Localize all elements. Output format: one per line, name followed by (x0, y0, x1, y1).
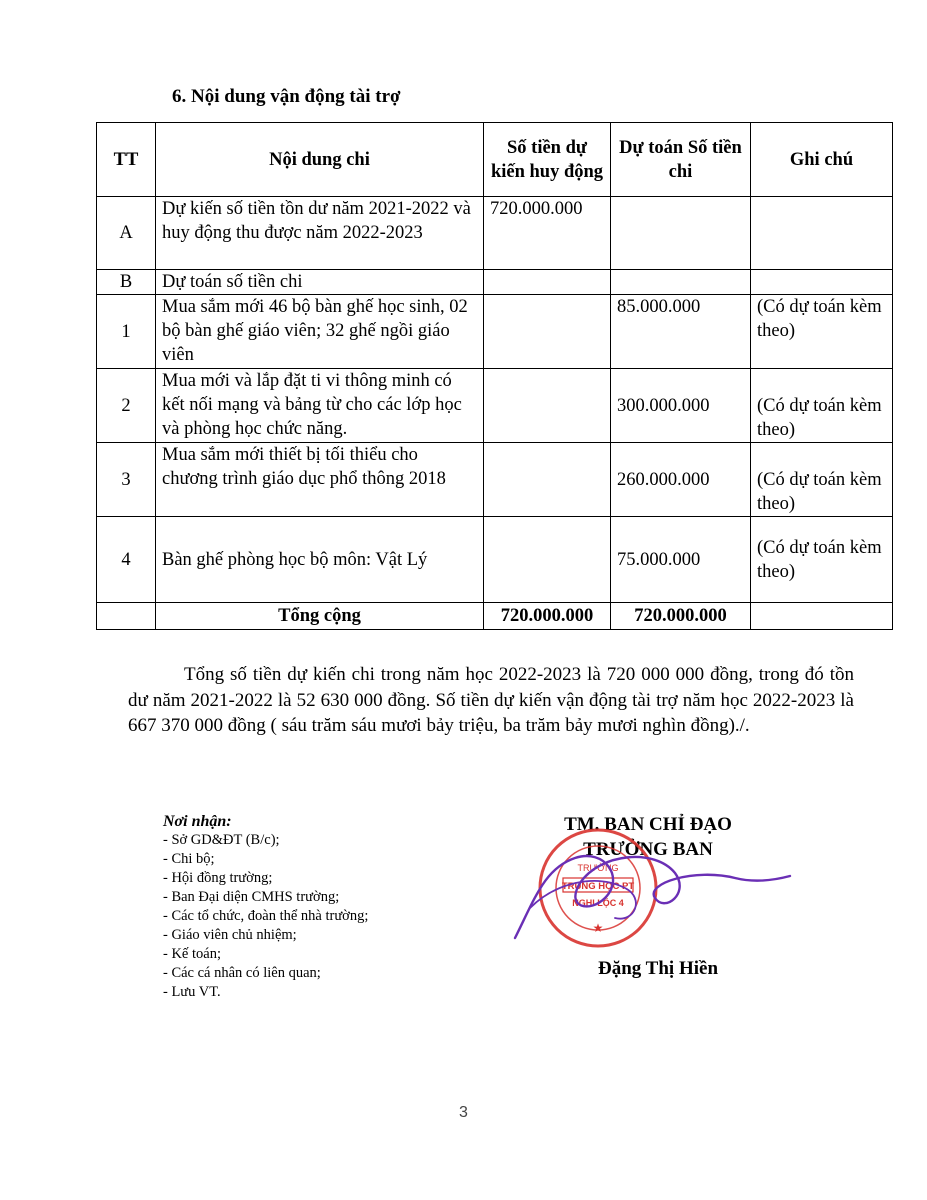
row-note: (Có dự toán kèm theo) (751, 295, 893, 369)
row-expected: 720.000.000 (484, 197, 611, 270)
page-number: 3 (459, 1104, 468, 1121)
recipients-heading: Nơi nhận: (163, 813, 232, 830)
recipient-item: - Các tổ chức, đoàn thể nhà trường; (163, 908, 369, 924)
header-content: Nội dung chi (156, 123, 484, 197)
row-expected (484, 295, 611, 369)
row-content: Dự kiến số tiền tồn dư năm 2021-2022 và huy động thu được năm 2022-2023 (156, 197, 484, 270)
section-title: 6. Nội dung vận động tài trợ (172, 86, 401, 107)
recipient-item: - Chi bộ; (163, 851, 215, 867)
table-row (97, 517, 893, 603)
stamp-text-3: NGHI LỘC 4 (572, 898, 624, 908)
stamp-seal (540, 830, 656, 946)
row-expected (484, 369, 611, 443)
stamp-text-1: TRƯỜNG (577, 863, 619, 873)
table-row (97, 369, 893, 443)
recipient-item: - Kế toán; (163, 946, 221, 962)
recipient-item: - Lưu VT. (163, 984, 221, 1000)
row-content: Dự toán số tiền chi (156, 270, 484, 295)
row-tt: 3 (97, 443, 156, 517)
table-row (97, 197, 893, 270)
row-content: Mua sắm mới 46 bộ bàn ghế học sinh, 02 bộ bàn ghế giáo viên; 32 ghế ngồi giáo viên (156, 295, 484, 369)
total-budget: 720.000.000 (611, 603, 751, 630)
row-expected (484, 517, 611, 603)
recipient-item: - Hội đồng trường; (163, 870, 273, 886)
header-budget: Dự toán Số tiền chi (611, 123, 751, 197)
total-note-cell (751, 603, 893, 630)
recipient-item: - Ban Đại diện CMHS trường; (163, 889, 340, 905)
row-note (751, 197, 893, 270)
row-tt: A (97, 197, 156, 270)
row-note: (Có dự toán kèm theo) (751, 443, 893, 517)
summary-paragraph (128, 662, 854, 739)
row-tt: 1 (97, 295, 156, 369)
row-budget (611, 197, 751, 270)
row-content: Mua mới và lắp đặt ti vi thông minh có kết nối mạng và bảng từ cho các lớp học và phòng học chức năng. (156, 369, 484, 443)
table-row (97, 295, 893, 369)
header-note: Ghi chú (751, 123, 893, 197)
summary-text: Tổng số tiền dự kiến chi trong năm học 2022-2023 là 720 000 000 đồng, trong đó tồn dư năm 2021-2022 là 52 630 000 đồng. Số tiền dự kiến vận động tài trợ năm học 2022-2023 là 667 370 000 đồng ( sáu trăm sáu mươi bảy triệu, ba trăm bảy mươi nghìn đồng)./. (128, 664, 854, 736)
row-note: (Có dự toán kèm theo) (751, 369, 893, 443)
official-stamp (505, 828, 795, 958)
row-tt: 4 (97, 517, 156, 603)
row-content: Mua sắm mới thiết bị tối thiểu cho chương trình giáo dục phổ thông 2018 (156, 443, 484, 517)
header-expected: Số tiền dự kiến huy động (484, 123, 611, 197)
table-header-row (97, 123, 893, 197)
recipient-item: - Các cá nhân có liên quan; (163, 965, 321, 981)
total-expected: 720.000.000 (484, 603, 611, 630)
row-budget: 260.000.000 (611, 443, 751, 517)
total-tt-cell (97, 603, 156, 630)
row-tt: 2 (97, 369, 156, 443)
stamp-star-icon: ★ (592, 921, 604, 935)
recipient-item: - Sở GD&ĐT (B/c); (163, 832, 280, 848)
signature-line1: TM. BAN CHỈ ĐẠO (564, 814, 732, 835)
row-note (751, 270, 893, 295)
row-expected (484, 443, 611, 517)
row-budget: 85.000.000 (611, 295, 751, 369)
table-row (97, 270, 893, 295)
row-budget: 75.000.000 (611, 517, 751, 603)
row-budget (611, 270, 751, 295)
row-tt: B (97, 270, 156, 295)
stamp-text-2: TRUNG HỌC PT (561, 881, 635, 892)
recipients-block (163, 812, 368, 1002)
signer-name: Đặng Thị Hiền (597, 958, 719, 979)
header-tt: TT (97, 123, 156, 197)
signature-line2: TRƯỞNG BAN (583, 839, 713, 860)
sponsorship-table (96, 122, 893, 630)
total-label: Tổng cộng (156, 603, 484, 630)
recipient-item: - Giáo viên chủ nhiệm; (163, 927, 297, 943)
row-budget: 300.000.000 (611, 369, 751, 443)
row-content: Bàn ghế phòng học bộ môn: Vật Lý (156, 517, 484, 603)
row-expected (484, 270, 611, 295)
row-note: (Có dự toán kèm theo) (751, 517, 893, 603)
total-row (97, 603, 893, 630)
table-row (97, 443, 893, 517)
